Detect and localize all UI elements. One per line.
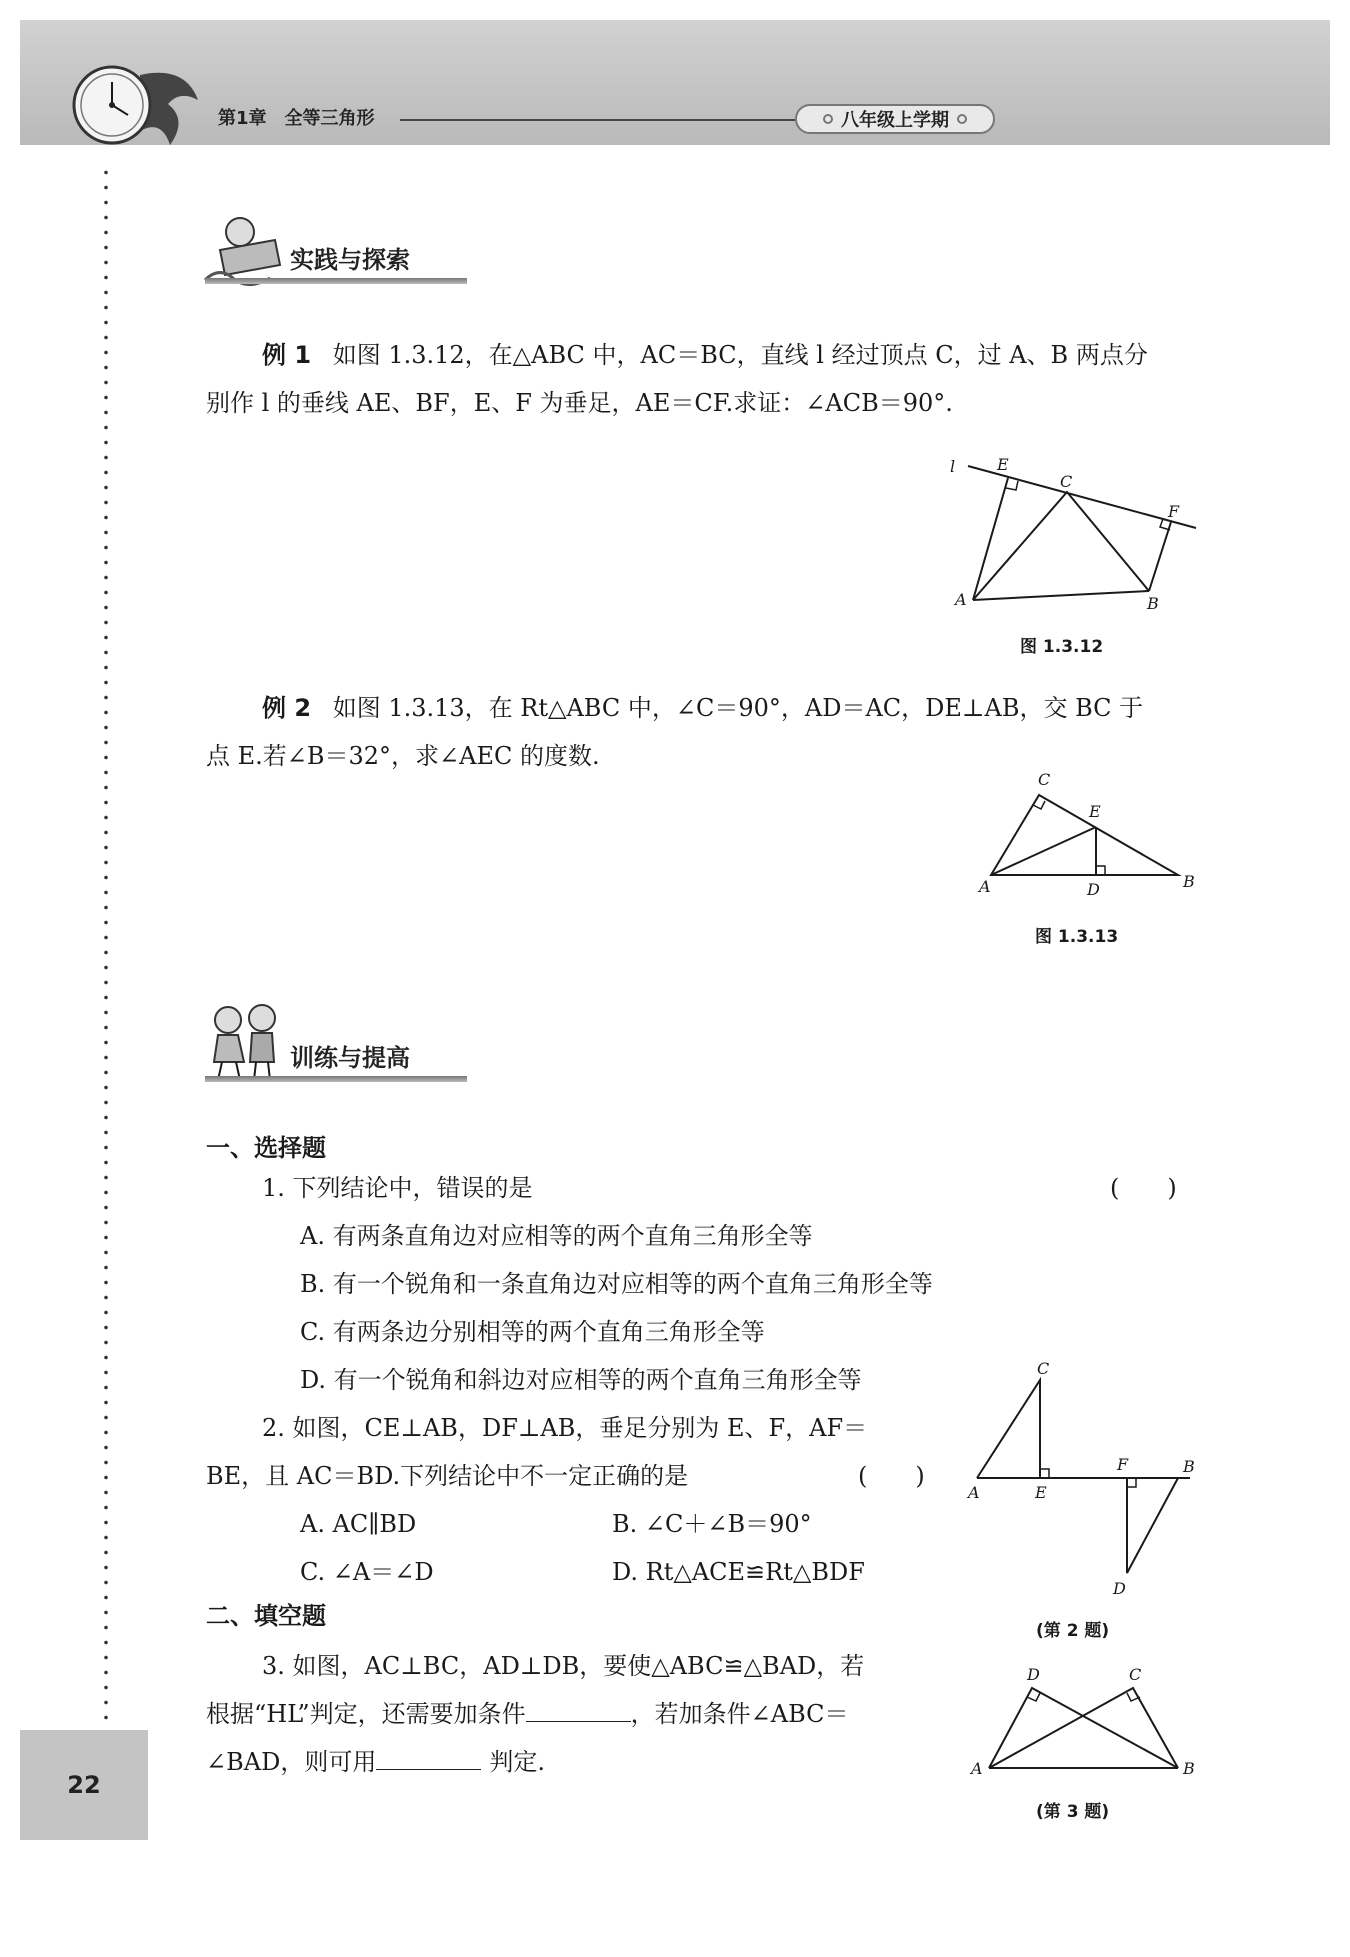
example2-line2: 点 E.若∠B＝32°，求∠AEC 的度数. [206, 742, 600, 770]
label-E: E [1035, 1483, 1047, 1502]
q3-blank-1[interactable] [526, 1695, 631, 1722]
label-A: A [968, 1483, 980, 1502]
q2-option-a: A. AC∥BD [300, 1510, 417, 1538]
section-underline [205, 278, 467, 284]
clock-logo-icon [70, 60, 200, 150]
choice-heading: 一、选择题 [206, 1134, 326, 1162]
q3-line2 [206, 1690, 849, 1738]
example1-text1: 如图 1.3.12，在△ABC 中，AC＝BC，直线 l 经过顶点 C，过 A、B 两点分 [332, 341, 1148, 369]
q2-line1: 2. 如图，CE⊥AB，DF⊥AB，垂足分别为 E、F，AF＝ [262, 1414, 868, 1442]
q1-option-d: D. 有一个锐角和斜边对应相等的两个直角三角形全等 [300, 1366, 862, 1394]
section-heading-training [200, 1000, 470, 1090]
q3-line3-a: ∠BAD，则可用 [206, 1748, 377, 1776]
q3-line3 [206, 1738, 545, 1786]
example2-label: 例 2 [262, 694, 312, 722]
fill-heading: 二、填空题 [206, 1602, 326, 1630]
label-F: F [1117, 1455, 1129, 1474]
label-D: D [1113, 1579, 1126, 1598]
q2-option-b: B. ∠C＋∠B＝90° [612, 1510, 812, 1538]
label-C: C [1060, 472, 1073, 491]
section-heading-practice [200, 210, 470, 300]
q1-option-a: A. 有两条直角边对应相等的两个直角三角形全等 [300, 1222, 813, 1250]
example2-text1: 如图 1.3.13，在 Rt△ABC 中，∠C＝90°，AD＝AC，DE⊥AB，交 BC 于 [332, 694, 1144, 722]
section-title-practice: 实践与探索 [290, 246, 410, 274]
label-B: B [1147, 594, 1159, 613]
example1-label: 例 1 [262, 341, 312, 369]
dotted-margin [104, 165, 108, 1735]
label-l: l [950, 457, 956, 476]
label-C: C [1038, 770, 1051, 789]
q3-blank-2[interactable] [376, 1743, 481, 1770]
section-underline [205, 1076, 467, 1082]
grade-label: 八年级上学期 [841, 110, 949, 131]
q2-option-c: C. ∠A＝∠D [300, 1558, 434, 1586]
label-F: F [1168, 502, 1180, 521]
label-E: E [1089, 802, 1101, 821]
q1-option-b: B. 有一个锐角和一条直角边对应相等的两个直角三角形全等 [300, 1270, 933, 1298]
grade-badge [795, 104, 995, 134]
figure-q3 [965, 1660, 1205, 1780]
label-E: E [997, 455, 1009, 474]
q2-answer-paren: ( ) [858, 1462, 925, 1490]
q3-line1: 3. 如图，AC⊥BC，AD⊥DB，要使△ABC≌△BAD，若 [262, 1652, 865, 1680]
figure-q3-caption: (第 3 题) [1036, 1802, 1110, 1822]
page-number: 22 [67, 1771, 101, 1799]
header-rule [400, 119, 795, 121]
q3-line2-a: 根据“HL”判定，还需要加条件 [206, 1700, 526, 1728]
label-A: A [955, 590, 967, 609]
label-A: A [971, 1759, 983, 1778]
example1-line1 [262, 331, 1148, 379]
figure-1-3-13-caption: 图 1.3.13 [1035, 927, 1119, 947]
figure-1-3-12 [940, 450, 1200, 620]
label-C: C [1129, 1665, 1142, 1684]
chapter-title: 第1章 全等三角形 [218, 108, 375, 129]
q1-stem: 1. 下列结论中，错误的是 [262, 1174, 533, 1202]
q3-line3-b: 判定. [489, 1748, 545, 1776]
label-B: B [1183, 872, 1195, 891]
page-number-tab [20, 1730, 148, 1840]
figure-q2-caption: (第 2 题) [1036, 1621, 1110, 1641]
q1-option-c: C. 有两条边分别相等的两个直角三角形全等 [300, 1318, 765, 1346]
label-D: D [1087, 880, 1100, 899]
section-title-training: 训练与提高 [290, 1044, 410, 1072]
example2-line1 [262, 684, 1143, 732]
figure-q2 [965, 1358, 1205, 1608]
figure-1-3-12-caption: 图 1.3.12 [1020, 637, 1104, 657]
label-A: A [979, 877, 991, 896]
label-D: D [1027, 1665, 1040, 1684]
example1-line2: 别作 l 的垂线 AE、BF，E、F 为垂足，AE＝CF.求证：∠ACB＝90°. [206, 389, 953, 417]
label-C: C [1037, 1359, 1050, 1378]
q2-option-d: D. Rt△ACE≌Rt△BDF [612, 1558, 865, 1586]
figure-1-3-13 [975, 765, 1205, 900]
label-B: B [1183, 1457, 1195, 1476]
header-band [20, 20, 1330, 145]
q2-line2: BE，且 AC＝BD.下列结论中不一定正确的是 [206, 1462, 689, 1490]
q1-answer-paren: ( ) [1110, 1174, 1177, 1202]
q3-line2-b: ，若加条件∠ABC＝ [630, 1700, 849, 1728]
label-B: B [1183, 1759, 1195, 1778]
two-children-icon [200, 1000, 290, 1085]
